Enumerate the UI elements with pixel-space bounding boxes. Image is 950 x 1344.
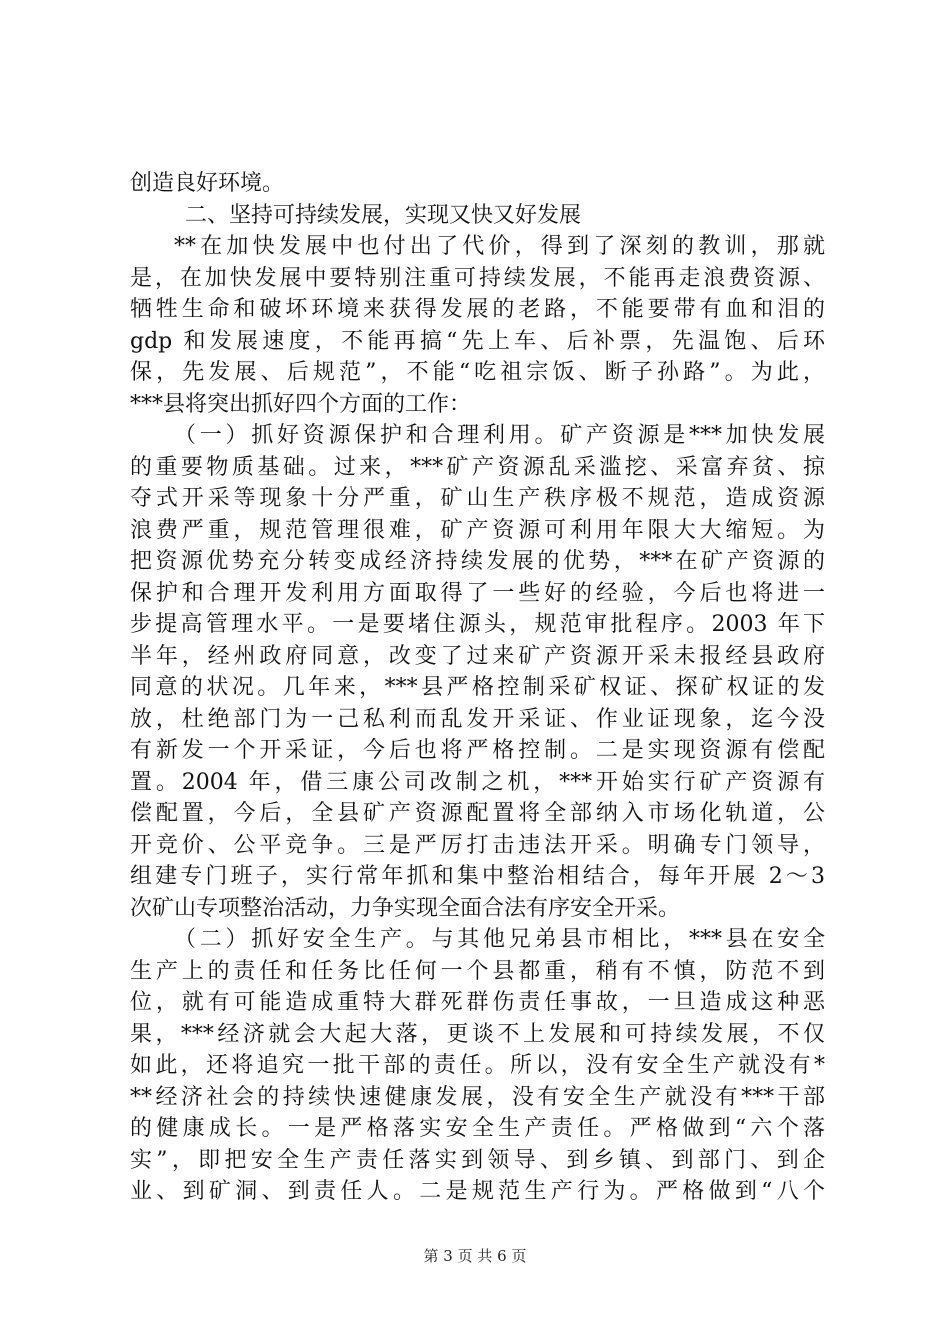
paragraph-line: 保，先发展、后规范”，不能“吃祖宗饭、断子孙路”。为此， xyxy=(130,360,825,385)
paragraph-line: 步提高管理水平。一是要堵住源头，规范审批程序。2003 年下 xyxy=(130,612,825,637)
paragraph-line: **在加快发展中也付出了代价，得到了深刻的教训，那就 xyxy=(174,234,825,259)
page-number: 第 3 页 共 6 页 xyxy=(423,1247,527,1265)
paragraph-line: 如此，还将追究一批干部的责任。所以，没有安全生产就没有* xyxy=(130,1053,825,1078)
subsection-heading-line: （二）抓好安全生产。与其他兄弟县市相比，***县在安全 xyxy=(174,927,825,952)
paragraph-line: 保护和合理开发利用方面取得了一些好的经验，今后也将进一 xyxy=(130,580,825,606)
paragraph-line: 开竞价、公平竞争。三是严厉打击违法开采。明确专门领导， xyxy=(130,832,825,858)
paragraph-line: 的健康成长。一是严格落实安全生产责任。严格做到“六个落 xyxy=(130,1116,825,1141)
paragraph-line: 半年，经州政府同意，改变了过来矿产资源开采未报经县政府 xyxy=(130,643,825,669)
page-footer xyxy=(0,1246,950,1266)
paragraph-line: 创造良好环境。 xyxy=(130,171,285,196)
paragraph-line: 位，就有可能造成重特大群死群伤责任事故，一旦造成这种恶 xyxy=(130,990,825,1015)
paragraph-line: 组建专门班子，实行常年抓和集中整治相结合，每年开展 2～3 xyxy=(130,864,825,889)
paragraph-line: **经济社会的持续快速健康发展，没有安全生产就没有***干部 xyxy=(130,1084,825,1110)
paragraph-line: 次矿山专项整治活动，力争实现全面合法有序安全开采。 xyxy=(130,895,681,921)
paragraph-line: ***县将突出抓好四个方面的工作： xyxy=(130,391,472,417)
subsection-heading-line: （一）抓好资源保护和合理利用。矿产资源是***加快发展 xyxy=(174,423,825,448)
paragraph-line: 业、到矿洞、到责任人。二是规范生产行为。严格做到“八个 xyxy=(130,1179,825,1204)
paragraph-line: 偿配置，今后，全县矿产资源配置将全部纳入市场化轨道，公 xyxy=(130,801,825,826)
paragraph-line: 同意的状况。几年来，***县严格控制采矿权证、探矿权证的发 xyxy=(130,675,825,700)
paragraph-line: 是，在加快发展中要特别注重可持续发展，不能再走浪费资源、 xyxy=(130,265,825,291)
paragraph-line: gdp 和发展速度，不能再搞“先上车、后补票，先温饱、后环 xyxy=(130,328,825,354)
paragraph-line: 放，杜绝部门为一己私利而乱发开采证、作业证现象，迄今没 xyxy=(130,706,825,732)
paragraph-line: 牺牲生命和破坏环境来获得发展的老路，不能要带有血和泪的 xyxy=(130,297,825,322)
paragraph-line: 的重要物质基础。过来，***矿产资源乱采滥挖、采富弃贫、掠 xyxy=(130,454,825,480)
paragraph-line: 有新发一个开采证，今后也将严格控制。二是实现资源有偿配 xyxy=(130,738,825,763)
paragraph-line: 把资源优势充分转变成经济持续发展的优势，***在矿产资源的 xyxy=(130,549,825,574)
section-heading: 二、坚持可持续发展，实现又快又好发展 xyxy=(185,202,582,228)
paragraph-line: 实”，即把安全生产责任落实到领导、到乡镇、到部门、到企 xyxy=(130,1147,825,1173)
paragraph-line: 置。2004 年，借三康公司改制之机，***开始实行矿产资源有 xyxy=(130,769,825,795)
document-body xyxy=(130,168,825,1208)
paragraph-line: 生产上的责任和任务比任何一个县都重，稍有不慎，防范不到 xyxy=(130,958,825,984)
paragraph-line: 果，***经济就会大起大落，更谈不上发展和可持续发展，不仅 xyxy=(130,1021,825,1047)
paragraph-line: 夺式开采等现象十分严重，矿山生产秩序极不规范，造成资源 xyxy=(130,486,825,511)
paragraph-line: 浪费严重，规范管理很难，矿产资源可利用年限大大缩短。为 xyxy=(130,517,825,543)
